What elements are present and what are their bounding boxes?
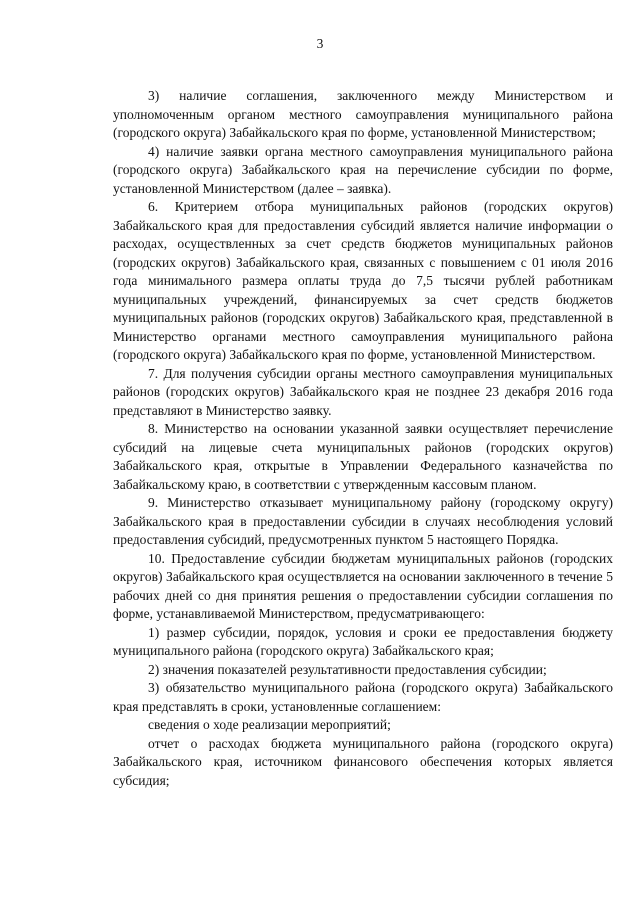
page-number: 3: [316, 36, 324, 51]
paragraph-item-3: 3) наличие соглашения, заключенного между Министерством и уполномоченным органом местного самоуправления муниципального района (городского округа) Забайкальского края по форме, установленной Министерством;: [113, 88, 613, 140]
paragraph-subitem-2: 2) значения показателей результативности предоставления субсидии;: [148, 661, 547, 677]
paragraph-clause-6: 6. Критерием отбора муниципальных районов (городских округов) Забайкальского края для предоставления субсидий является наличие информации о расходах, осуществленных за счет средств бюджетов муниципальных районов (городских округов) Забайкальского края, связанных с повышением с 01 июля 2016 года минимального размера оплаты труда до 7,5 тысячи рублей работникам муниципальных учреждений, финансируемых за счет средств бюджетов муниципальных районов (городских округов) Забайкальского края, представленной в Министерство органами местного самоуправления муниципального района (городского округа) Забайкальского края по форме, установленной Министерством.: [113, 199, 613, 362]
paragraph-report-expenses: отчет о расходах бюджета муниципального района (городского округа) Забайкальского края, источником финансового обеспечения которых является субсидия;: [113, 735, 613, 788]
paragraph-item-4: 4) наличие заявки органа местного самоуправления муниципального района (городского округа) Забайкальского края на перечисление субсидии по форме, установленной Министерством (далее – заявка).: [113, 143, 613, 196]
paragraph-clause-9: 9. Министерство отказывает муниципальному району (городскому округу) Забайкальского края в предоставлении субсидии в случаях несоблюдения условий предоставления субсидий, предусмотренных пунктом 5 настоящего Порядка.: [113, 495, 613, 547]
paragraph-report-progress: сведения о ходе реализации мероприятий;: [148, 717, 391, 732]
paragraph-clause-8: 8. Министерство на основании указанной заявки осуществляет перечисление субсидий на лицевые счета муниципальных районов (городских округов) Забайкальского края, открытые в Управлении Федерального казначейства по Забайкальскому краю, в соответствии с утвержденным кассовым планом.: [113, 421, 613, 492]
paragraph-subitem-3: 3) обязательство муниципального района (городского округа) Забайкальского края представлять в сроки, установленные соглашением:: [113, 680, 613, 714]
paragraph-clause-7: 7. Для получения субсидии органы местного самоуправления муниципальных районов (городских округов) Забайкальского края не позднее 23 декабря 2016 года представляют в Министерство заявку.: [113, 365, 613, 418]
document-body: [113, 87, 613, 790]
paragraph-clause-10: 10. Предоставление субсидии бюджетам муниципальных районов (городских округов) Забайкальского края осуществляется на основании заключенного в течение 5 рабочих дней со дня принятия решения о предоставлении субсидии соглашения по форме, устанавливаемой Министерством, предусматривающего:: [113, 550, 613, 621]
paragraph-subitem-1: 1) размер субсидии, порядок, условия и сроки ее предоставления бюджету муниципального района (городского округа) Забайкальского края;: [113, 624, 613, 658]
